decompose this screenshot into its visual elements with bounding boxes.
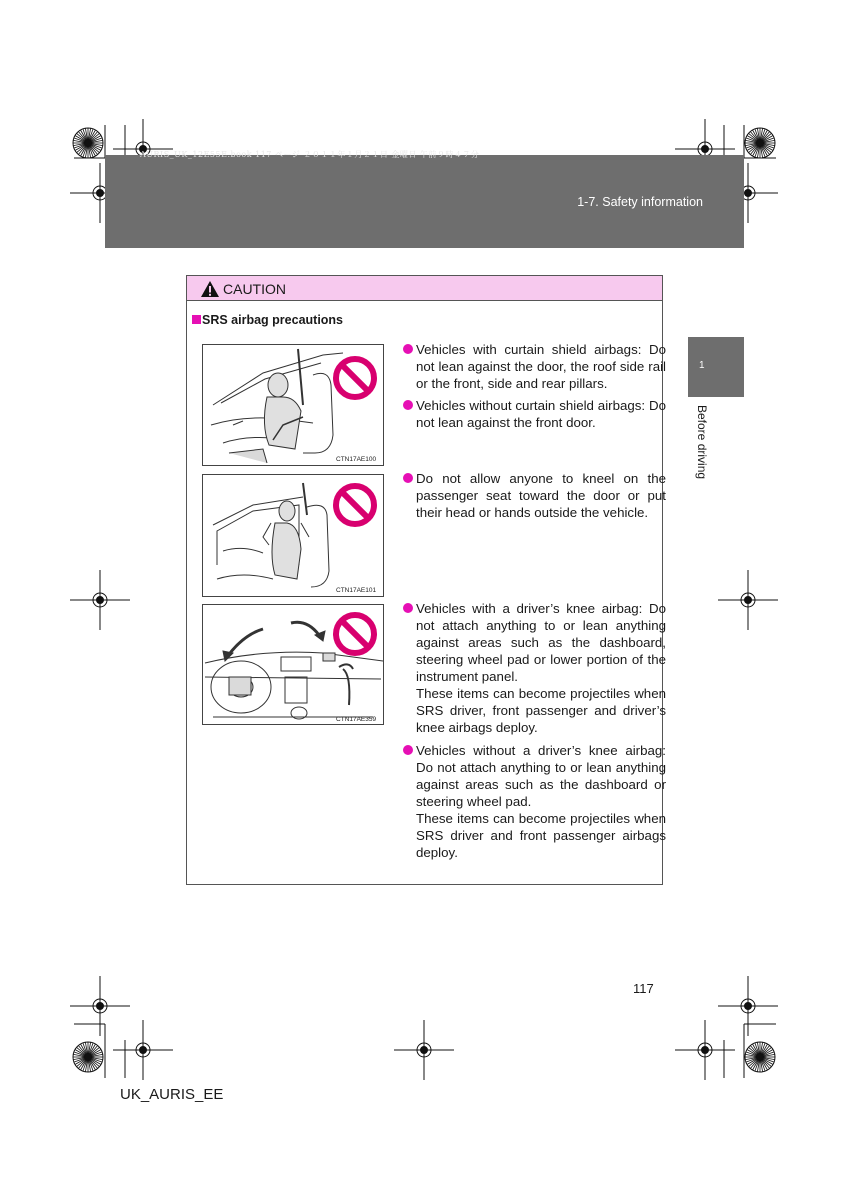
registration-crosshair-icon [70, 570, 130, 630]
section-heading: SRS airbag precautions [202, 313, 344, 327]
illustration-dashboard [202, 604, 384, 725]
illustration-kneel-seat [202, 474, 384, 597]
registration-crosshair-icon [718, 976, 778, 1036]
registration-starburst-icon [745, 128, 775, 158]
registration-crosshair-icon [113, 1020, 173, 1080]
book-file-stamp: AURIS_UK_12E55E.book 117 ページ ２０１１年１月２１日 金曜日 午前９時４７分 [140, 150, 480, 159]
bullet-dot-icon [403, 400, 413, 410]
caution-title: CAUTION [223, 281, 286, 297]
bullet-item [416, 742, 666, 861]
figure-code: CTN17AE101 [336, 587, 377, 594]
registration-crosshair-icon [394, 1020, 454, 1080]
chapter-tab [688, 337, 744, 397]
prohibition-icon [203, 605, 384, 725]
figure-code: CTN17AE359 [336, 716, 377, 723]
registration-crosshair-icon [718, 570, 778, 630]
bullet-text: Vehicles with a driver’s knee airbag: Do not attach anything to or lean anything against areas such as the dashboard, steering wheel pad or lower portion of the instrument panel. [416, 601, 666, 684]
illustration-lean-door [202, 344, 384, 466]
registration-crosshair-icon [675, 1020, 735, 1080]
section-square-icon [192, 315, 201, 324]
section-title: 1-7. Safety information [577, 195, 703, 209]
document-code: UK_AURIS_EE [120, 1086, 224, 1103]
bullet-item [416, 470, 666, 521]
chapter-label: Before driving [695, 405, 709, 480]
bullet-dot-icon [403, 745, 413, 755]
registration-starburst-icon [73, 1042, 103, 1072]
bullet-dot-icon [403, 603, 413, 613]
bullet-text: Vehicles with curtain shield airbags: Do not lean against the door, the roof side rail or the front, side and rear pillars. [416, 342, 666, 391]
bullet-dot-icon [403, 344, 413, 354]
page-number: 117 [633, 981, 654, 996]
bullet-text: Vehicles without curtain shield airbags: Do not lean against the front door. [416, 398, 666, 430]
bullet-text-continued: These items can become projectiles when SRS driver, front passenger and driver’s knee airbags deploy. [416, 686, 666, 735]
bullet-text-continued: These items can become projectiles when SRS driver and front passenger airbags deploy. [416, 811, 666, 860]
bullet-dot-icon [403, 473, 413, 483]
registration-crosshair-icon [70, 976, 130, 1036]
bullet-item [416, 341, 666, 392]
prohibition-icon [203, 475, 384, 597]
bullet-text: Vehicles without a driver’s knee airbag: Do not attach anything to or lean anything against areas such as the dashboard or steering wheel pad. [416, 743, 666, 809]
warning-triangle-icon [200, 280, 220, 298]
bullet-item [416, 397, 666, 431]
registration-starburst-icon [73, 128, 103, 158]
bullet-text: Do not allow anyone to kneel on the passenger seat toward the door or put their head or hands outside the vehicle. [416, 471, 666, 520]
prohibition-icon [203, 345, 384, 466]
registration-starburst-icon [745, 1042, 775, 1072]
chapter-number: 1 [699, 360, 705, 371]
bullet-item [416, 600, 666, 736]
figure-code: CTN17AE100 [336, 456, 377, 463]
